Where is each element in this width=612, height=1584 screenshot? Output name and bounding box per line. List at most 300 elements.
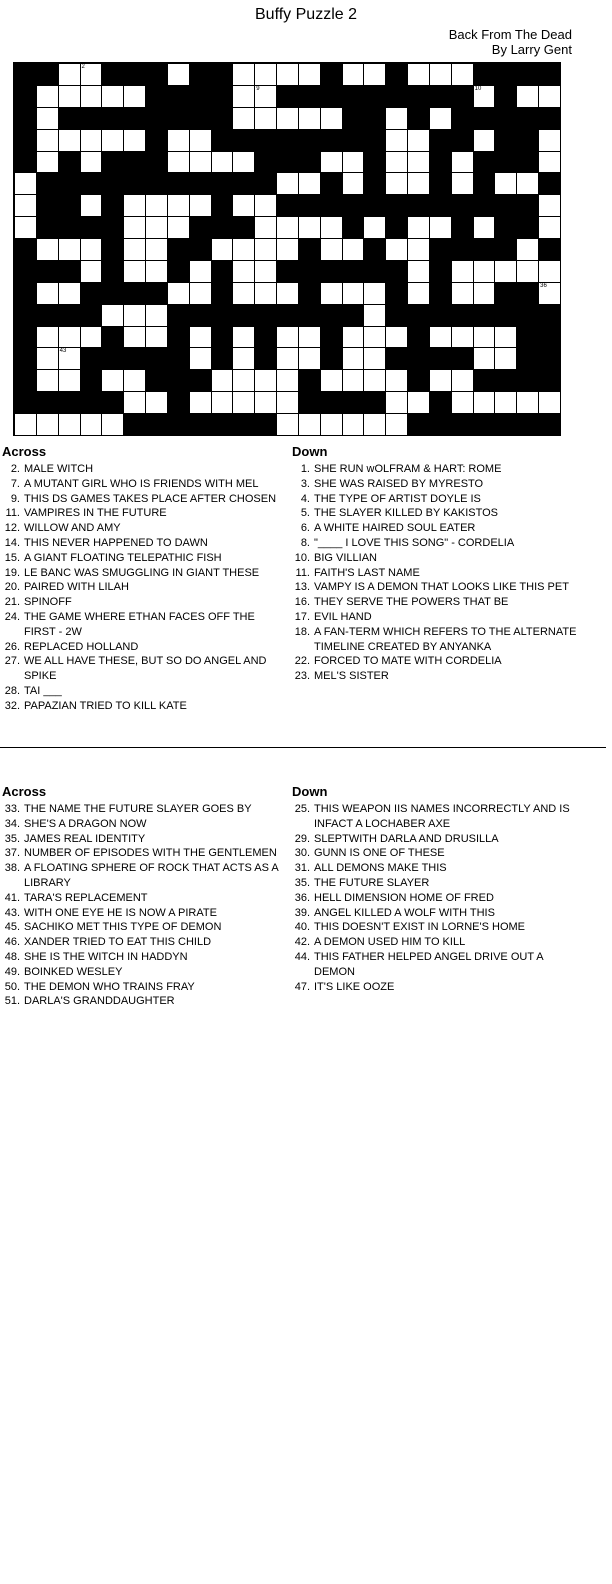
grid-cell[interactable] [363,369,386,392]
grid-cell[interactable] [276,413,299,436]
grid-cell[interactable] [407,391,430,414]
grid-cell[interactable] [232,326,255,349]
grid-cell[interactable] [494,326,517,349]
grid-cell[interactable] [385,413,408,436]
clue-item [290,477,580,492]
grid-cell[interactable] [320,369,343,392]
clue-number: 30 [168,239,176,246]
grid-cell[interactable] [101,413,124,436]
grid-cell[interactable] [342,282,365,305]
grid-cell[interactable] [58,369,81,392]
grid-block [14,107,37,130]
grid-block [123,107,146,130]
grid-block [167,304,190,327]
grid-cell[interactable] [363,304,386,327]
grid-cell[interactable] [342,326,365,349]
grid-cell[interactable] [407,260,430,283]
grid-block [14,151,37,174]
grid-block [254,347,277,370]
grid-cell[interactable] [363,347,386,370]
grid-cell[interactable] [58,238,81,261]
clue-num: 34. [4,817,20,830]
clue-num: 35. [4,832,20,845]
section-divider [0,747,606,748]
clue-num: 36. [294,891,310,904]
grid-cell[interactable] [211,238,234,261]
subtitle-line-1: Back From The Dead [448,27,572,42]
grid-cell[interactable] [189,151,212,174]
grid-cell[interactable] [123,85,146,108]
grid-cell[interactable] [232,282,255,305]
clue-number: 24 [278,195,285,202]
grid-cell[interactable] [145,326,168,349]
grid-cell[interactable] [298,216,321,239]
grid-cell[interactable] [123,238,146,261]
clue-text: BIG VILLIAN [314,551,377,564]
grid-block [516,347,539,370]
clue-number: 4 [190,64,195,70]
grid-cell[interactable] [429,63,452,86]
grid-cell[interactable] [320,238,343,261]
grid-cell[interactable] [451,172,474,195]
clue-text: MEL'S SISTER [314,670,389,683]
grid-cell[interactable] [276,172,299,195]
grid-cell[interactable] [254,391,277,414]
grid-cell[interactable] [232,107,255,130]
grid-cell[interactable] [189,260,212,283]
grid-cell[interactable] [342,151,365,174]
grid-cell[interactable] [80,194,103,217]
grid-block [385,347,408,370]
across-heading-2: Across [2,784,47,799]
clue-text: A WHITE HAIRED SOUL EATER [314,522,476,535]
grid-cell[interactable] [123,391,146,414]
grid-block [451,304,474,327]
grid-cell[interactable] [451,391,474,414]
clue-number: 38 [168,304,176,311]
grid-block [385,194,408,217]
grid-cell[interactable] [58,129,81,152]
grid-cell[interactable] [232,260,255,283]
grid-cell[interactable] [342,347,365,370]
grid-cell[interactable] [145,216,168,239]
grid-block [429,282,452,305]
grid-block [429,85,452,108]
grid-cell[interactable] [80,129,103,152]
grid-cell[interactable] [385,151,408,174]
grid-cell[interactable] [123,260,146,283]
grid-block [58,151,81,174]
grid-cell[interactable] [342,413,365,436]
grid-cell[interactable] [451,282,474,305]
grid-cell[interactable] [473,326,496,349]
grid-cell[interactable] [101,369,124,392]
grid-cell[interactable] [538,151,561,174]
grid-cell[interactable] [363,413,386,436]
grid-cell[interactable] [494,391,517,414]
grid-cell[interactable] [189,194,212,217]
grid-cell[interactable] [516,260,539,283]
grid-cell[interactable] [232,391,255,414]
grid-cell[interactable] [407,129,430,152]
grid-cell[interactable] [123,194,146,217]
grid-cell[interactable] [232,347,255,370]
grid-cell[interactable] [298,413,321,436]
grid-cell[interactable] [276,347,299,370]
clue-number: 17 [103,151,111,158]
grid-cell[interactable] [189,326,212,349]
grid-cell[interactable] [494,172,517,195]
grid-cell[interactable] [36,107,59,130]
grid-cell[interactable] [232,85,255,108]
grid-block [516,63,539,86]
grid-cell[interactable] [276,216,299,239]
grid-cell[interactable] [167,151,190,174]
grid-cell[interactable] [516,391,539,414]
grid-cell[interactable] [276,391,299,414]
grid-block [254,304,277,327]
grid-cell[interactable] [14,413,37,436]
grid-cell[interactable] [473,85,496,108]
grid-cell[interactable] [516,172,539,195]
grid-cell[interactable] [363,326,386,349]
grid-cell[interactable] [36,238,59,261]
grid-cell[interactable] [385,369,408,392]
grid-cell[interactable] [211,369,234,392]
grid-cell[interactable] [189,282,212,305]
grid-cell[interactable] [232,63,255,86]
grid-block [36,304,59,327]
grid-cell[interactable] [320,282,343,305]
clue-item [290,595,580,610]
grid-block [14,391,37,414]
grid-cell[interactable] [276,326,299,349]
grid-cell[interactable] [407,238,430,261]
grid-block [385,304,408,327]
grid-cell[interactable] [232,151,255,174]
grid-cell[interactable] [189,391,212,414]
grid-block [473,369,496,392]
clue-num: 42. [294,936,310,949]
grid-block [298,282,321,305]
grid-block [123,413,146,436]
grid-cell[interactable] [80,85,103,108]
grid-cell[interactable] [80,413,103,436]
clue-text: NUMBER OF EPISODES WITH THE GENTLEMEN [24,847,277,860]
clue-item [290,551,580,566]
grid-cell[interactable] [429,326,452,349]
grid-cell[interactable] [538,129,561,152]
grid-block [429,413,452,436]
grid-block [145,369,168,392]
grid-block [363,172,386,195]
clue-item [290,920,580,935]
grid-cell[interactable] [538,391,561,414]
grid-cell[interactable] [429,216,452,239]
clue-text: ANGEL KILLED A WOLF WITH THIS [314,906,495,919]
grid-cell[interactable] [36,347,59,370]
grid-cell[interactable] [58,326,81,349]
grid-cell[interactable] [123,216,146,239]
grid-cell[interactable] [80,151,103,174]
grid-cell[interactable] [429,107,452,130]
grid-block [473,107,496,130]
grid-cell[interactable] [298,107,321,130]
grid-cell[interactable] [320,107,343,130]
grid-cell[interactable] [298,326,321,349]
grid-cell[interactable] [538,194,561,217]
grid-block [145,107,168,130]
grid-cell[interactable] [407,216,430,239]
grid-cell[interactable] [276,238,299,261]
grid-cell[interactable] [473,260,496,283]
grid-cell[interactable] [385,107,408,130]
grid-block [14,63,37,86]
clue-num: 11. [5,507,20,520]
grid-cell[interactable] [385,129,408,152]
grid-cell[interactable] [385,172,408,195]
grid-block [494,304,517,327]
grid-block [276,304,299,327]
clue-num: 33. [4,803,20,815]
grid-block [232,304,255,327]
grid-cell[interactable] [298,63,321,86]
clue-num: 3. [300,477,310,490]
grid-cell[interactable] [14,172,37,195]
grid-cell[interactable] [473,282,496,305]
grid-cell[interactable] [36,369,59,392]
clue-number: 9 [256,85,260,92]
grid-cell[interactable] [254,194,277,217]
grid-block [36,194,59,217]
grid-cell[interactable] [276,63,299,86]
grid-block [385,282,408,305]
clue-item [0,684,282,699]
grid-block [14,304,37,327]
clue-item [290,492,580,507]
grid-cell[interactable] [363,63,386,86]
grid-cell[interactable] [276,282,299,305]
clue-item [0,861,282,891]
grid-cell[interactable] [167,216,190,239]
grid-cell[interactable] [451,369,474,392]
clue-item [0,462,282,477]
grid-cell[interactable] [298,347,321,370]
grid-cell[interactable] [320,151,343,174]
grid-block [363,129,386,152]
grid-cell[interactable] [516,238,539,261]
grid-block [167,172,190,195]
grid-cell[interactable] [342,238,365,261]
grid-cell[interactable] [189,347,212,370]
grid-cell[interactable] [473,129,496,152]
grid-cell[interactable] [145,238,168,261]
grid-cell[interactable] [363,282,386,305]
grid-cell[interactable] [232,194,255,217]
grid-cell[interactable] [189,129,212,152]
grid-block [101,326,124,349]
clue-number: 26 [37,217,45,224]
clue-number: 7 [496,64,500,70]
grid-cell[interactable] [36,151,59,174]
grid-cell[interactable] [254,216,277,239]
grid-block [276,151,299,174]
grid-cell[interactable] [516,85,539,108]
grid-cell[interactable] [36,129,59,152]
grid-cell[interactable] [451,326,474,349]
grid-cell[interactable] [80,326,103,349]
grid-block [342,107,365,130]
grid-cell[interactable] [451,151,474,174]
grid-cell[interactable] [123,369,146,392]
grid-cell[interactable] [58,63,81,86]
grid-cell[interactable] [101,304,124,327]
clue-text: PAPAZIAN TRIED TO KILL KATE [24,699,187,712]
grid-cell[interactable] [211,151,234,174]
grid-cell[interactable] [254,260,277,283]
grid-cell[interactable] [167,194,190,217]
grid-cell[interactable] [101,85,124,108]
clue-text: SLEPTWITH DARLA AND DRUSILLA [314,832,499,845]
grid-cell[interactable] [123,129,146,152]
grid-block [232,216,255,239]
grid-cell[interactable] [298,172,321,195]
grid-block [167,369,190,392]
grid-block [407,304,430,327]
grid-block [473,151,496,174]
grid-block [451,194,474,217]
grid-block [538,304,561,327]
grid-cell[interactable] [473,391,496,414]
grid-cell[interactable] [58,347,81,370]
grid-cell[interactable] [276,107,299,130]
grid-cell[interactable] [538,260,561,283]
clue-number: 50 [125,414,132,421]
grid-cell[interactable] [101,129,124,152]
grid-cell[interactable] [254,85,277,108]
grid-cell[interactable] [254,63,277,86]
clue-num: 47. [294,980,310,993]
grid-cell[interactable] [473,347,496,370]
clue-number: 20 [37,173,45,180]
grid-block [451,107,474,130]
grid-cell[interactable] [494,260,517,283]
grid-block [211,129,234,152]
grid-cell[interactable] [80,63,103,86]
grid-cell[interactable] [538,282,561,305]
grid-cell[interactable] [36,413,59,436]
grid-cell[interactable] [145,391,168,414]
grid-cell[interactable] [145,304,168,327]
grid-block [211,304,234,327]
grid-cell[interactable] [342,172,365,195]
clue-number: 31 [299,239,307,246]
grid-cell[interactable] [385,326,408,349]
grid-cell[interactable] [254,369,277,392]
grid-block [385,260,408,283]
clue-text: VAMPIRES IN THE FUTURE [24,507,167,520]
grid-block [538,413,561,436]
grid-block [211,282,234,305]
clue-number: 46 [168,370,176,377]
clue-number: 14 [16,129,23,136]
clue-item [0,891,282,906]
grid-cell[interactable] [451,63,474,86]
clue-num: 45. [4,921,20,934]
grid-cell[interactable] [58,413,81,436]
grid-block [58,172,81,195]
grid-cell[interactable] [123,304,146,327]
grid-block [254,326,277,349]
grid-cell[interactable] [167,63,190,86]
grid-cell[interactable] [320,413,343,436]
grid-cell[interactable] [538,216,561,239]
grid-cell[interactable] [407,172,430,195]
clue-text: PAIRED WITH LILAH [24,581,129,594]
clue-number: 8 [540,64,544,70]
grid-cell[interactable] [407,151,430,174]
grid-cell[interactable] [407,282,430,305]
grid-cell[interactable] [80,260,103,283]
grid-cell[interactable] [407,63,430,86]
grid-cell[interactable] [363,216,386,239]
grid-cell[interactable] [167,129,190,152]
clue-item [0,506,282,521]
clue-text: THIS FATHER HELPED ANGEL DRIVE OUT A DEMON [314,950,544,978]
grid-cell[interactable] [14,194,37,217]
grid-block [14,347,37,370]
grid-cell[interactable] [429,369,452,392]
grid-cell[interactable] [254,107,277,130]
grid-cell[interactable] [385,238,408,261]
grid-block [211,172,234,195]
grid-cell[interactable] [538,85,561,108]
grid-cell[interactable] [342,369,365,392]
grid-block [407,347,430,370]
grid-cell[interactable] [254,282,277,305]
grid-cell[interactable] [473,216,496,239]
grid-cell[interactable] [254,238,277,261]
grid-cell[interactable] [80,238,103,261]
grid-cell[interactable] [145,260,168,283]
grid-cell[interactable] [232,238,255,261]
grid-cell[interactable] [385,391,408,414]
clue-num: 21. [4,596,20,609]
grid-cell[interactable] [14,216,37,239]
grid-cell[interactable] [58,85,81,108]
grid-cell[interactable] [276,369,299,392]
clue-number: 33 [16,260,23,267]
grid-cell[interactable] [451,260,474,283]
grid-cell[interactable] [123,326,146,349]
grid-cell[interactable] [232,369,255,392]
clue-number: 21 [168,173,176,180]
clue-text: SHE IS THE WITCH IN HADDYN [24,950,188,963]
grid-cell[interactable] [58,282,81,305]
grid-cell[interactable] [145,194,168,217]
grid-cell[interactable] [167,282,190,305]
grid-cell[interactable] [211,391,234,414]
grid-cell[interactable] [36,282,59,305]
grid-cell[interactable] [36,85,59,108]
grid-cell[interactable] [320,216,343,239]
grid-cell[interactable] [494,347,517,370]
clue-number: 22 [212,173,220,180]
grid-cell[interactable] [342,63,365,86]
grid-block [298,238,321,261]
grid-cell[interactable] [36,326,59,349]
grid-block [516,369,539,392]
